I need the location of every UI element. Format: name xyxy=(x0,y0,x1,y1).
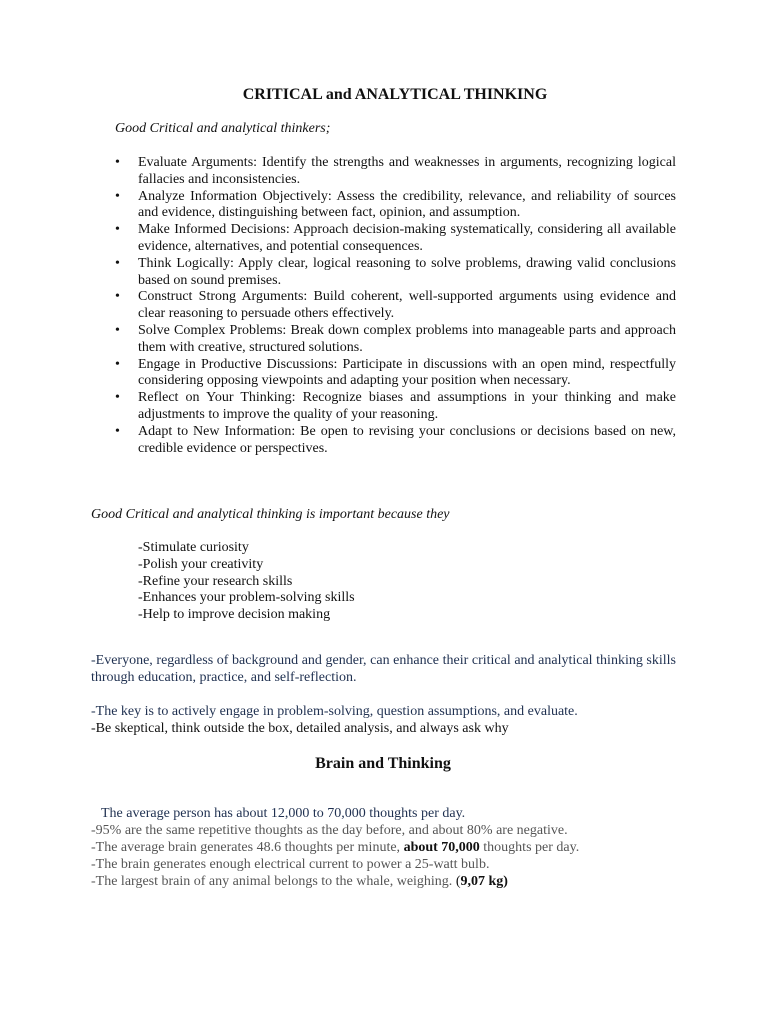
skeptical-paragraph: -Be skeptical, think outside the box, detailed analysis, and always ask why xyxy=(91,721,509,736)
fact-whale-brain xyxy=(91,874,508,891)
fact-emphasis: about 70,000 xyxy=(403,840,480,855)
fact-emphasis: 9,07 kg) xyxy=(460,874,508,889)
thinker-traits-list xyxy=(115,155,676,457)
intro-line: Good Critical and analytical thinkers; xyxy=(115,121,331,136)
list-item: -Enhances your problem-solving skills xyxy=(138,590,355,606)
fact-text: -The average brain generates 48.6 thoughts per minute, xyxy=(91,840,404,855)
list-item: -Stimulate curiosity xyxy=(138,540,249,555)
importance-heading: Good Critical and analytical thinking is important because they xyxy=(91,507,450,522)
list-item: • Construct Strong Arguments: Build coherent, well-supported arguments using evidence and clear reasoning to persuade others effectively. xyxy=(115,289,676,323)
list-item: • Analyze Information Objectively: Assess the credibility, relevance, and reliability of sources and evidence, distinguishing between fact, opinion, and assumption. xyxy=(115,189,676,223)
list-item: • Think Logically: Apply clear, logical reasoning to solve problems, drawing valid conclusions based on sound premises. xyxy=(115,256,676,290)
fact-repetitive-thoughts: -95% are the same repetitive thoughts as the day before, and about 80% are negative. xyxy=(91,823,568,838)
list-item: -Polish your creativity xyxy=(138,556,264,572)
fact-average-thoughts: The average person has about 12,000 to 70,000 thoughts per day. xyxy=(101,806,466,821)
fact-text: thoughts per day. xyxy=(479,840,580,855)
fact-thoughts-per-minute xyxy=(91,840,579,857)
list-item: • Engage in Productive Discussions: Participate in discussions with an open mind, respectfully considering opposing viewpoints and adapting your position when necessary. xyxy=(115,357,676,391)
section-subtitle: Brain and Thinking xyxy=(315,755,451,772)
list-item: • Make Informed Decisions: Approach decision-making systematically, considering all available evidence, alternatives, and potential consequences. xyxy=(115,222,676,256)
list-item: • Adapt to New Information: Be open to revising your conclusions or decisions based on new, credible evidence or perspectives. xyxy=(115,424,676,458)
key-paragraph: -The key is to actively engage in problem-solving, question assumptions, and evaluate. xyxy=(91,704,578,719)
list-item: • Solve Complex Problems: Break down complex problems into manageable parts and approach them with creative, structured solutions. xyxy=(115,323,676,357)
list-item: • Evaluate Arguments: Identify the strengths and weaknesses in arguments, recognizing logical fallacies and inconsistencies. xyxy=(115,155,676,189)
fact-electrical-current: -The brain generates enough electrical current to power a 25-watt bulb. xyxy=(91,857,490,872)
everyone-paragraph: -Everyone, regardless of background and gender, can enhance their critical and analytical thinking skills through education, practice, and self-reflection. xyxy=(91,653,676,685)
list-item: -Help to improve decision making xyxy=(138,607,331,623)
reasons-list xyxy=(138,540,355,624)
list-item: -Refine your research skills xyxy=(138,573,293,589)
document-title: CRITICAL and ANALYTICAL THINKING xyxy=(242,86,548,103)
fact-text: -The largest brain of any animal belongs to the whale, weighing. xyxy=(91,874,456,889)
list-item: • Reflect on Your Thinking: Recognize biases and assumptions in your thinking and make adjustments to improve the quality of your reasoning. xyxy=(115,390,676,424)
fact-paren: ( xyxy=(455,874,461,889)
